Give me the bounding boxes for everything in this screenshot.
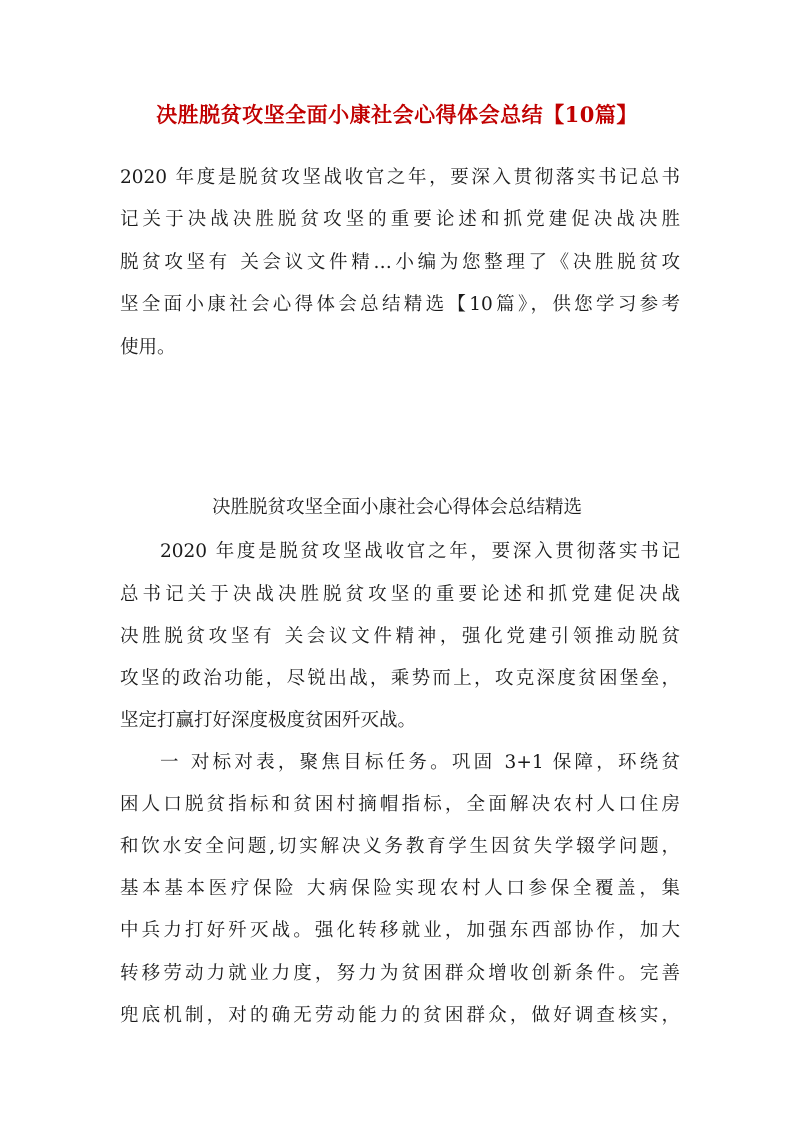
paragraph2-line-5: 中兵力打好歼灭战。强化转移就业，加强东西部协作，加大 [120, 920, 680, 941]
paragraph2-line-1: 一 对标对表，聚焦目标任务。巩固 3+1 保障，环绕贫 [160, 752, 680, 773]
document-title: 决胜脱贫攻坚全面小康社会心得体会总结【10篇】 [156, 102, 638, 127]
intro-line-5: 使用。 [120, 337, 176, 358]
section-title: 决胜脱贫攻坚全面小康社会心得体会总结精选 [211, 497, 582, 518]
paragraph1-line-3: 决胜脱贫攻坚有 关会议文件精神，强化党建引领推动脱贫 [120, 626, 680, 647]
paragraph2-line-2: 困人口脱贫指标和贫困村摘帽指标，全面解决农村人口住房 [120, 794, 680, 815]
paragraph2-line-7: 兜底机制，对的确无劳动能力的贫困群众，做好调查核实， [120, 1005, 680, 1026]
paragraph1-line-1: 2020 年度是脱贫攻坚战收官之年，要深入贯彻落实书记 [160, 541, 680, 562]
paragraph2-line-6: 转移劳动力就业力度，努力为贫困群众增收创新条件。完善 [120, 963, 680, 984]
intro-line-3: 脱贫攻坚有 关会议文件精…小编为您整理了《决胜脱贫攻 [120, 252, 680, 273]
paragraph1-line-2: 总书记关于决战决胜脱贫攻坚的重要论述和抓党建促决战 [120, 584, 680, 605]
paragraph2-line-4: 基本基本医疗保险 大病保险实现农村人口参保全覆盖，集 [120, 878, 680, 899]
paragraph1-line-4: 攻坚的政治功能，尽锐出战，乘势而上，攻克深度贫困堡垒， [120, 668, 680, 689]
paragraph2-line-3: 和饮水安全问题,切实解决义务教育学生因贫失学辍学问题， [120, 836, 680, 857]
intro-line-2: 记关于决战决胜脱贫攻坚的重要论述和抓党建促决战决胜 [120, 209, 680, 230]
intro-line-4: 坚全面小康社会心得体会总结精选【10篇》，供您学习参考 [120, 294, 680, 315]
paragraph1-line-5: 坚定打赢打好深度极度贫困歼灭战。 [120, 710, 417, 731]
intro-line-1: 2020 年度是脱贫攻坚战收官之年，要深入贯彻落实书记总书 [120, 167, 680, 188]
